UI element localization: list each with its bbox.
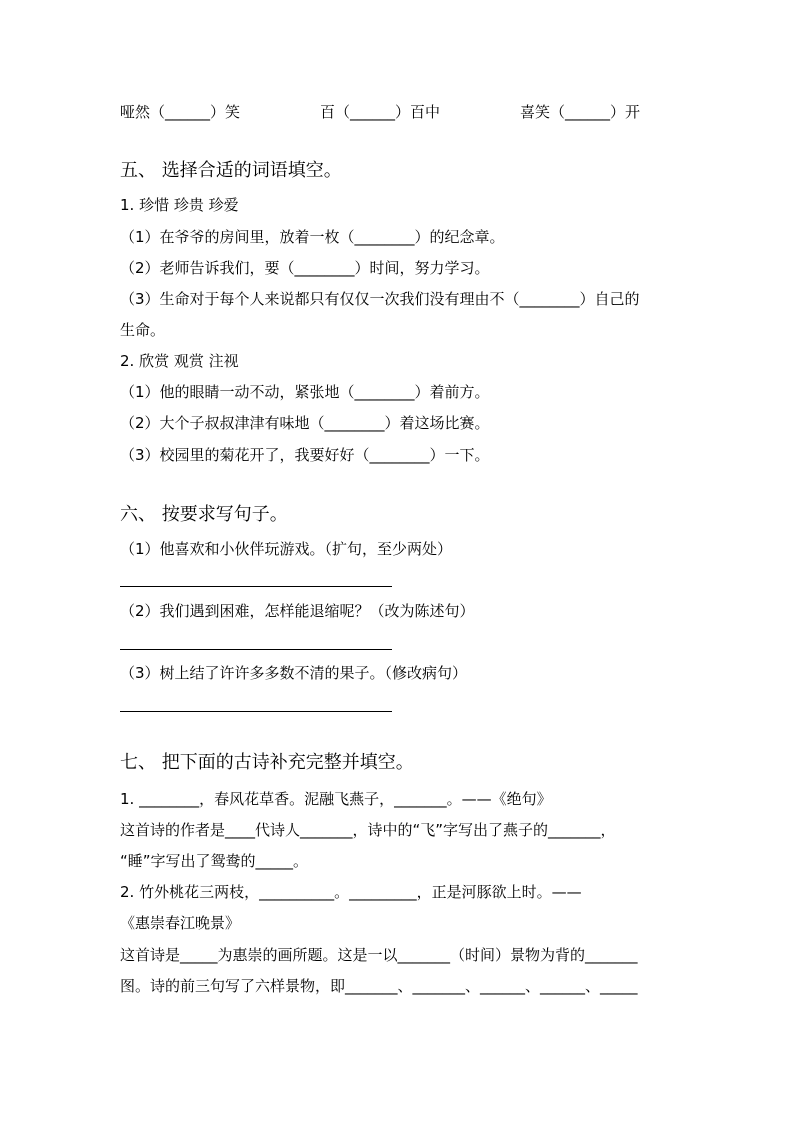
section-5-question: （2）老师告诉我们，要（________）时间，努力学习。 — [120, 259, 490, 277]
idiom-1: 哑然（______）笑 — [120, 103, 241, 121]
section-6-heading: 六、 按要求写句子。 — [120, 504, 288, 525]
poem-1-question: 这首诗的作者是____代诗人_______，诗中的“飞”字写出了燕子的_______， — [120, 821, 616, 839]
section-7-heading: 七、 把下面的古诗补充完整并填空。 — [120, 752, 414, 773]
poem-2-line: 2. 竹外桃花三两枝，__________。_________，正是河豚欲上时。—— — [120, 883, 582, 901]
answer-line[interactable] — [120, 586, 392, 587]
poem-1-question-continued: “睡”字写出了鸳鸯的_____。 — [120, 852, 309, 870]
section-6-item: （2）我们遇到困难，怎样能退缩呢？（改为陈述句） — [120, 602, 475, 620]
poem-2-question: 这首诗是_____为惠崇的画所题。这是一以_______（时间）景物为背的_______ — [120, 946, 638, 964]
section-5-heading: 五、 选择合适的词语填空。 — [120, 160, 342, 181]
section-5-group-2-words: 2. 欣赏 观赏 注视 — [120, 352, 239, 370]
section-5-question: （1）在爷爷的房间里，放着一枚（________）的纪念章。 — [120, 228, 505, 246]
section-5-question: （3）生命对于每个人来说都只有仅仅一次我们没有理由不（________）自己的 — [120, 290, 640, 308]
section-5-question: （1）他的眼睛一动不动，紧张地（________）着前方。 — [120, 383, 490, 401]
poem-1-line: 1. ________，春风花草香。泥融飞燕子，_______。——《绝句》 — [120, 790, 552, 808]
idiom-2: 百（______）百中 — [320, 103, 441, 121]
poem-2-question-continued: 图。诗的前三句写了六样景物，即_______、_______、______、______、_____ — [120, 977, 638, 995]
section-5-group-1-words: 1. 珍惜 珍贵 珍爱 — [120, 196, 239, 214]
answer-line[interactable] — [120, 711, 392, 712]
section-5-question-continued: 生命。 — [120, 321, 166, 339]
section-6-item: （3）树上结了许许多多数不清的果子。（修改病句） — [120, 664, 468, 682]
section-5-question: （3）校园里的菊花开了，我要好好（________）一下。 — [120, 446, 490, 464]
answer-line[interactable] — [120, 649, 392, 650]
poem-2-title: 《惠崇春江晚景》 — [120, 914, 241, 932]
section-5-question: （2）大个子叔叔津津有味地（________）着这场比赛。 — [120, 414, 490, 432]
section-6-item: （1）他喜欢和小伙伴玩游戏。（扩句，至少两处） — [120, 540, 453, 558]
idiom-3: 喜笑（______）开 — [520, 103, 641, 121]
